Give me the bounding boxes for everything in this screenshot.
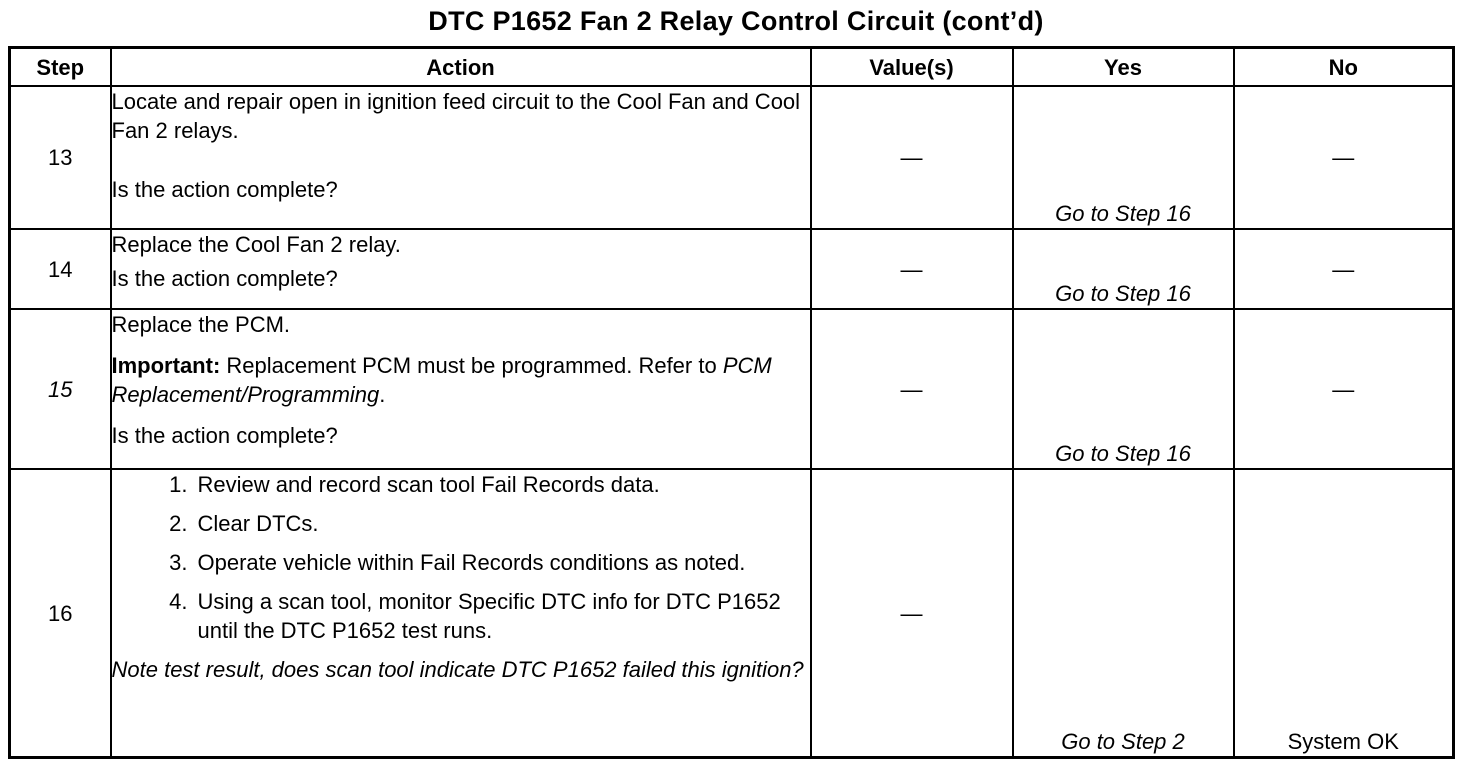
header-step: Step	[10, 48, 111, 87]
list-item	[150, 548, 810, 577]
yes-cell	[1013, 229, 1234, 309]
yes-cell	[1013, 309, 1234, 469]
no-cell: —	[1234, 229, 1454, 309]
action-cell	[111, 229, 811, 309]
header-yes: Yes	[1013, 48, 1234, 87]
action-text: Replace the PCM.	[111, 312, 291, 337]
list-item-number: 2.	[169, 511, 188, 536]
table-row-step-16	[10, 469, 1454, 758]
yes-link[interactable]: Go to Step 16	[1055, 281, 1191, 306]
important-note	[112, 351, 810, 409]
yes-cell	[1013, 86, 1234, 229]
no-cell: —	[1234, 309, 1454, 469]
action-text: Locate and repair open in ignition feed circuit to the Cool Fan and Cool Fan 2 relays.	[111, 89, 801, 143]
action-cell	[111, 309, 811, 469]
important-label: Important:	[111, 353, 221, 378]
step-number: 15	[10, 309, 111, 469]
no-cell: —	[1234, 86, 1454, 229]
yes-link[interactable]: Go to Step 16	[1055, 201, 1191, 226]
value-cell: —	[811, 86, 1013, 229]
table-row-step-13	[10, 86, 1454, 229]
reference-link[interactable]: PCM Replacement/Programming	[111, 353, 772, 407]
list-item-text: Review and record scan tool Fail Records data.	[197, 472, 660, 497]
value-cell: —	[811, 469, 1013, 758]
action-question: Is the action complete?	[111, 266, 338, 291]
value-cell: —	[811, 229, 1013, 309]
table-row-step-15	[10, 309, 1454, 469]
action-question: Is the action complete?	[111, 423, 338, 448]
step-number: 13	[10, 86, 111, 229]
no-cell	[1234, 469, 1454, 758]
list-item	[150, 509, 810, 538]
table-row-step-14	[10, 229, 1454, 309]
list-item	[150, 587, 810, 645]
important-end: .	[379, 382, 386, 407]
action-question: Is the action complete?	[111, 177, 338, 202]
diagnostic-table	[8, 46, 1455, 759]
step-number: 14	[10, 229, 111, 309]
header-values: Value(s)	[811, 48, 1013, 87]
action-cell	[111, 86, 811, 229]
list-item-number: 3.	[169, 550, 188, 575]
important-text: Replacement PCM must be programmed. Refer to	[226, 353, 717, 378]
page-title: DTC P1652 Fan 2 Relay Control Circuit (cont’d)	[428, 6, 1044, 36]
no-result: System OK	[1287, 729, 1399, 754]
yes-link[interactable]: Go to Step 16	[1055, 441, 1191, 466]
header-row	[10, 48, 1454, 87]
procedure-list	[112, 470, 810, 645]
list-item-number: 4.	[169, 589, 188, 614]
header-action: Action	[111, 48, 811, 87]
step-number: 16	[10, 469, 111, 758]
list-item	[150, 470, 810, 499]
yes-link[interactable]: Go to Step 2	[1061, 729, 1185, 754]
action-question: Note test result, does scan tool indicate DTC P1652 failed this ignition?	[111, 657, 804, 682]
list-item-text: Clear DTCs.	[197, 511, 319, 536]
yes-cell	[1013, 469, 1234, 758]
action-text: Replace the Cool Fan 2 relay.	[111, 232, 401, 257]
action-cell	[111, 469, 811, 758]
list-item-number: 1.	[169, 472, 188, 497]
list-item-text: Using a scan tool, monitor Specific DTC info for DTC P1652 until the DTC P1652 test runs.	[197, 589, 781, 643]
list-item-text: Operate vehicle within Fail Records conditions as noted.	[197, 550, 746, 575]
header-no: No	[1234, 48, 1454, 87]
value-cell: —	[811, 309, 1013, 469]
